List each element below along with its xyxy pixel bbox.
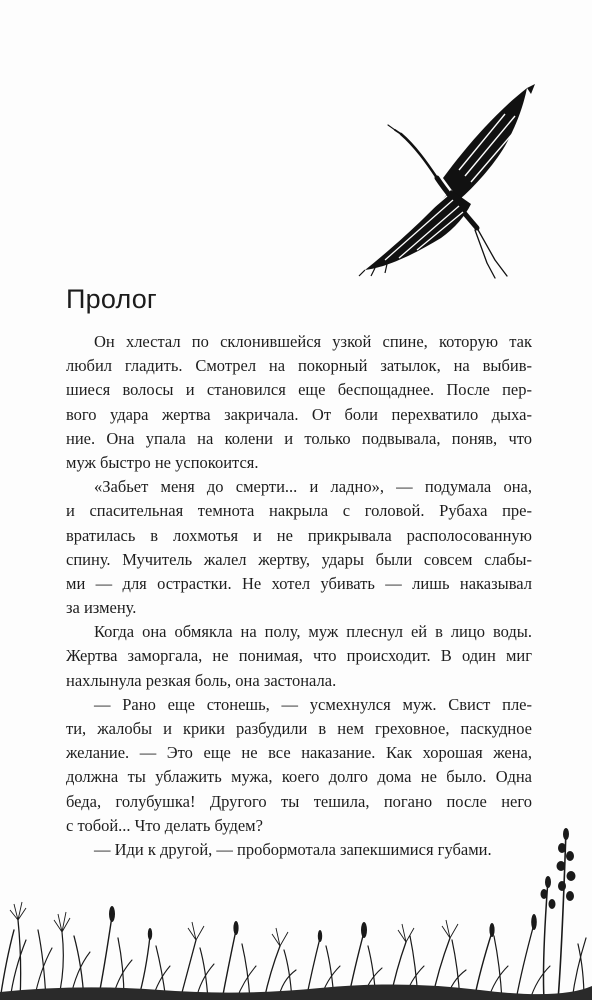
text-line: ние. Она упала на колени и только подвывала, поняв, что [66,428,532,448]
text-line: «Забьет меня до смерти... и ладно», — подумала она, [94,477,532,497]
text-line: и спасительная темнота накрыла с головой. Рубаха пре- [66,501,532,521]
text-line: беда, голубушка! Другого ты тешила, погано после него [66,791,532,811]
paragraph [66,330,532,475]
grass-border-illustration [0,820,592,1000]
text-line: муж быстро не успокоится. [66,452,259,472]
paragraph [66,620,532,693]
text-line: с тобой... Что делать будем? [66,815,263,835]
text-line: Когда она обмякла на полу, муж плеснул ей в лицо воды. [94,622,532,642]
text-line: шиеся волосы и становился еще беспощаднее. После пер- [66,380,532,400]
text-line: вратилась в лохмотья и не прикрывала располосованную [66,525,532,545]
paragraph [66,475,532,620]
text-line: должна ты ублажить мужа, коего долго дома не было. Одна [66,767,532,787]
text-line: — Рано еще стонешь, — усмехнулся муж. Свист пле- [94,694,532,714]
chapter-title: Пролог [66,284,157,314]
text-line: вого удара жертва закричала. От боли перехватило дыха- [66,404,532,424]
text-line: Жертва заморгала, не понимая, что происходит. В один миг [66,646,532,666]
chapter-text [66,330,532,862]
text-line: нахлынула резкая боль, она застонала. [66,670,337,690]
text-line: любил гладить. Смотрел на покорный затылок, на выбив- [66,356,532,376]
text-line: ти, жалобы и крики разбудили в нем греховное, паскудное [66,719,532,738]
heron-illustration [355,78,545,283]
text-line: желание. — Это еще не все наказание. Как хорошая жена, [66,743,532,763]
text-line: спину. Мучитель жалел жертву, удары были совсем слабы- [66,549,532,569]
text-line: за измену. [66,598,137,618]
text-line: — Иди к другой, — пробормотала запекшимися губами. [94,839,492,859]
text-line: ми — для острастки. Не хотел убивать — лишь наказывал [66,573,532,593]
paragraph [66,693,532,838]
text-line: Он хлестал по склонившейся узкой спине, которую так [94,332,532,351]
